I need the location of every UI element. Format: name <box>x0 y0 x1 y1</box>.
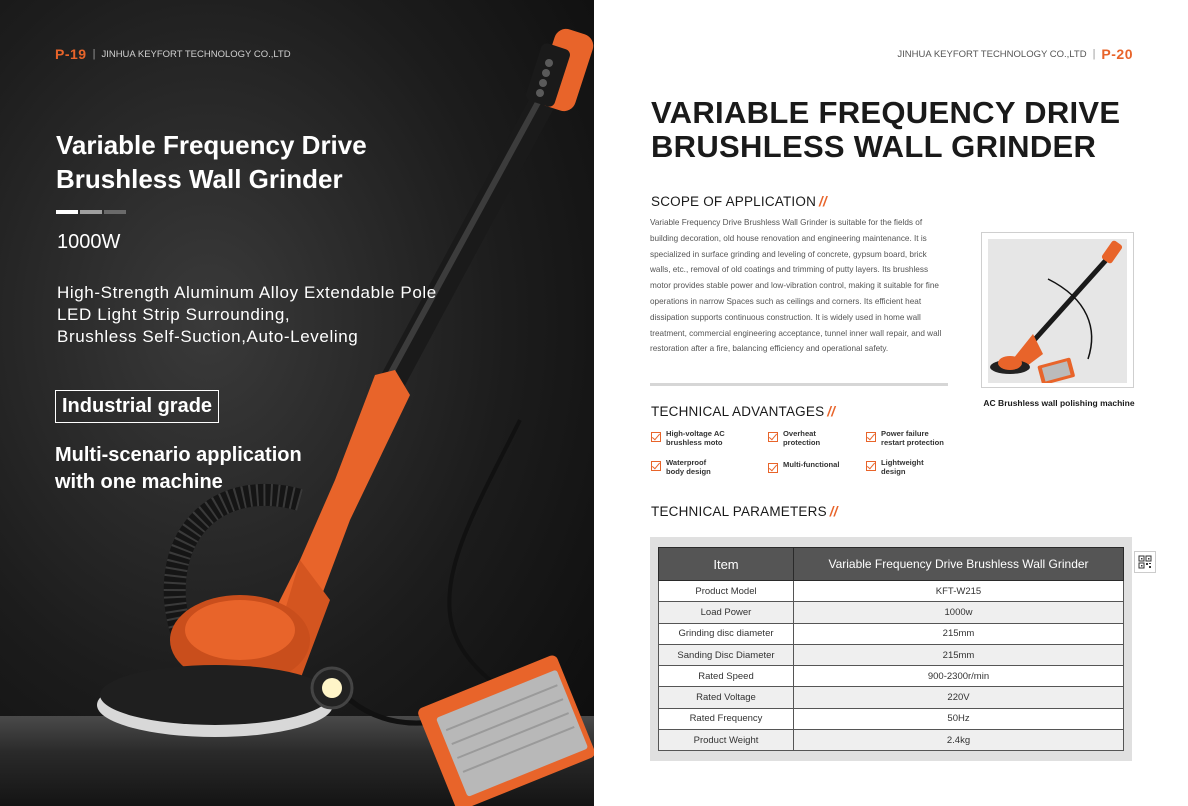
checkbox-checked-icon <box>651 432 661 442</box>
table-row <box>659 666 1124 687</box>
heading-slash: // <box>819 194 827 209</box>
header-item: Item <box>659 548 794 581</box>
bar-white <box>56 210 78 214</box>
product-photo-frame <box>981 232 1134 388</box>
param-value: KFT-W215 <box>794 581 1124 602</box>
table-header-row <box>659 548 1124 581</box>
right-page <box>594 0 1188 806</box>
header-separator: | <box>1092 48 1096 60</box>
table-row <box>659 687 1124 708</box>
param-value: 215mm <box>794 623 1124 644</box>
feature-item: Brushless Self-Suction,Auto-Leveling <box>57 327 359 346</box>
table-row <box>659 623 1124 644</box>
industrial-grade-badge: Industrial grade <box>55 390 219 423</box>
scope-paragraph: Variable Frequency Drive Brushless Wall Grinder is suitable for the fields of building decoration, old house renovation and engineering maintenance. It is specialized in surface grinding and leveling of concrete, gypsum board, brick walls, etc., removal of old coatings and trimming of putty layers. Its brushless motor provides stable power and low-vibration control, making it suitable for fine operations in narrow Spaces such as ceilings and corners. Its efficient heat dissipation supports continuous construction. It is widely used in home wall treatment, commercial engineering acceptance, tunnel inner wall repair, and wall restoration after a fire, balancing efficiency and operational safety. <box>650 218 942 354</box>
scope-divider <box>650 383 948 386</box>
checkbox-checked-icon <box>866 461 876 471</box>
header-separator: | <box>92 48 96 60</box>
scope-heading-text: SCOPE OF APPLICATION <box>651 194 817 209</box>
polishing-machine-thumbnail <box>988 239 1127 383</box>
advantage-label: Multi-functional <box>783 460 840 469</box>
feature-list <box>57 282 437 348</box>
advantage-label: Power failure restart protection <box>881 429 944 447</box>
advantages-heading <box>651 404 835 419</box>
advantage-label: Overheat protection <box>783 429 821 447</box>
right-title-line-2: BRUSHLESS WALL GRINDER <box>651 129 1097 164</box>
param-value: 1000w <box>794 602 1124 623</box>
heading-slash: // <box>829 504 838 519</box>
checkbox-checked-icon <box>768 463 778 473</box>
table-row <box>659 730 1124 751</box>
advantage-label: Waterproof body design <box>666 458 711 476</box>
scope-heading <box>651 194 827 209</box>
bar-dark-gray <box>104 210 126 214</box>
table-row <box>659 581 1124 602</box>
param-value: 900-2300r/min <box>794 666 1124 687</box>
table-row <box>659 644 1124 665</box>
param-name: Product Weight <box>659 730 794 751</box>
advantage-item <box>768 430 820 447</box>
left-title-line-1: Variable Frequency Drive <box>56 130 367 160</box>
table-row <box>659 602 1124 623</box>
left-title-line-2: Brushless Wall Grinder <box>56 164 343 194</box>
advantage-item <box>651 459 711 476</box>
params-table <box>658 547 1124 751</box>
param-value: 215mm <box>794 644 1124 665</box>
param-name: Rated Speed <box>659 666 794 687</box>
left-page-title <box>56 128 476 196</box>
checkbox-checked-icon <box>866 432 876 442</box>
page-number-right: P-20 <box>1101 46 1133 62</box>
param-name: Rated Voltage <box>659 687 794 708</box>
heading-slash: // <box>827 404 836 419</box>
advantage-item <box>651 430 725 447</box>
advantage-item <box>768 461 840 473</box>
params-heading <box>651 504 838 519</box>
qr-code-glyph <box>1138 555 1152 569</box>
param-name: Rated Frequency <box>659 708 794 729</box>
param-name: Load Power <box>659 602 794 623</box>
advantage-label: High-voltage AC brushless moto <box>666 429 725 447</box>
multi-line-1: Multi-scenario application <box>55 444 302 466</box>
advantages-heading-text: TECHNICAL ADVANTAGES <box>651 404 825 419</box>
params-heading-text: TECHNICAL PARAMETERS <box>651 504 827 519</box>
feature-item: High-Strength Aluminum Alloy Extendable Pole <box>57 283 437 302</box>
feature-item: LED Light Strip Surrounding, <box>57 305 291 324</box>
company-name-left: JINHUA KEYFORT TECHNOLOGY CO.,LTD <box>101 48 291 60</box>
right-page-title <box>651 96 1131 164</box>
param-value: 2.4kg <box>794 730 1124 751</box>
table-row <box>659 708 1124 729</box>
advantage-label: Lightweight design <box>881 458 924 476</box>
param-value: 50Hz <box>794 708 1124 729</box>
title-underline-bars <box>56 210 126 214</box>
left-page-header <box>55 46 291 62</box>
page-number-left: P-19 <box>55 46 87 62</box>
header-value: Variable Frequency Drive Brushless Wall Grinder <box>794 548 1124 581</box>
photo-caption: AC Brushless wall polishing machine <box>983 398 1135 408</box>
qr-code-icon[interactable] <box>1134 551 1156 573</box>
multi-scenario-text <box>55 442 302 496</box>
right-title-line-1: VARIABLE FREQUENCY DRIVE <box>651 95 1121 130</box>
checkbox-checked-icon <box>768 432 778 442</box>
param-name: Product Model <box>659 581 794 602</box>
param-name: Sanding Disc Diameter <box>659 644 794 665</box>
bar-gray <box>80 210 102 214</box>
product-photo <box>988 239 1127 383</box>
company-name-right: JINHUA KEYFORT TECHNOLOGY CO.,LTD <box>897 48 1087 60</box>
advantage-item <box>866 459 924 476</box>
right-page-header <box>897 46 1133 62</box>
advantage-item <box>866 430 944 447</box>
checkbox-checked-icon <box>651 461 661 471</box>
power-rating: 1000W <box>57 231 121 253</box>
param-value: 220V <box>794 687 1124 708</box>
param-name: Grinding disc diameter <box>659 623 794 644</box>
multi-line-2: with one machine <box>55 471 223 493</box>
